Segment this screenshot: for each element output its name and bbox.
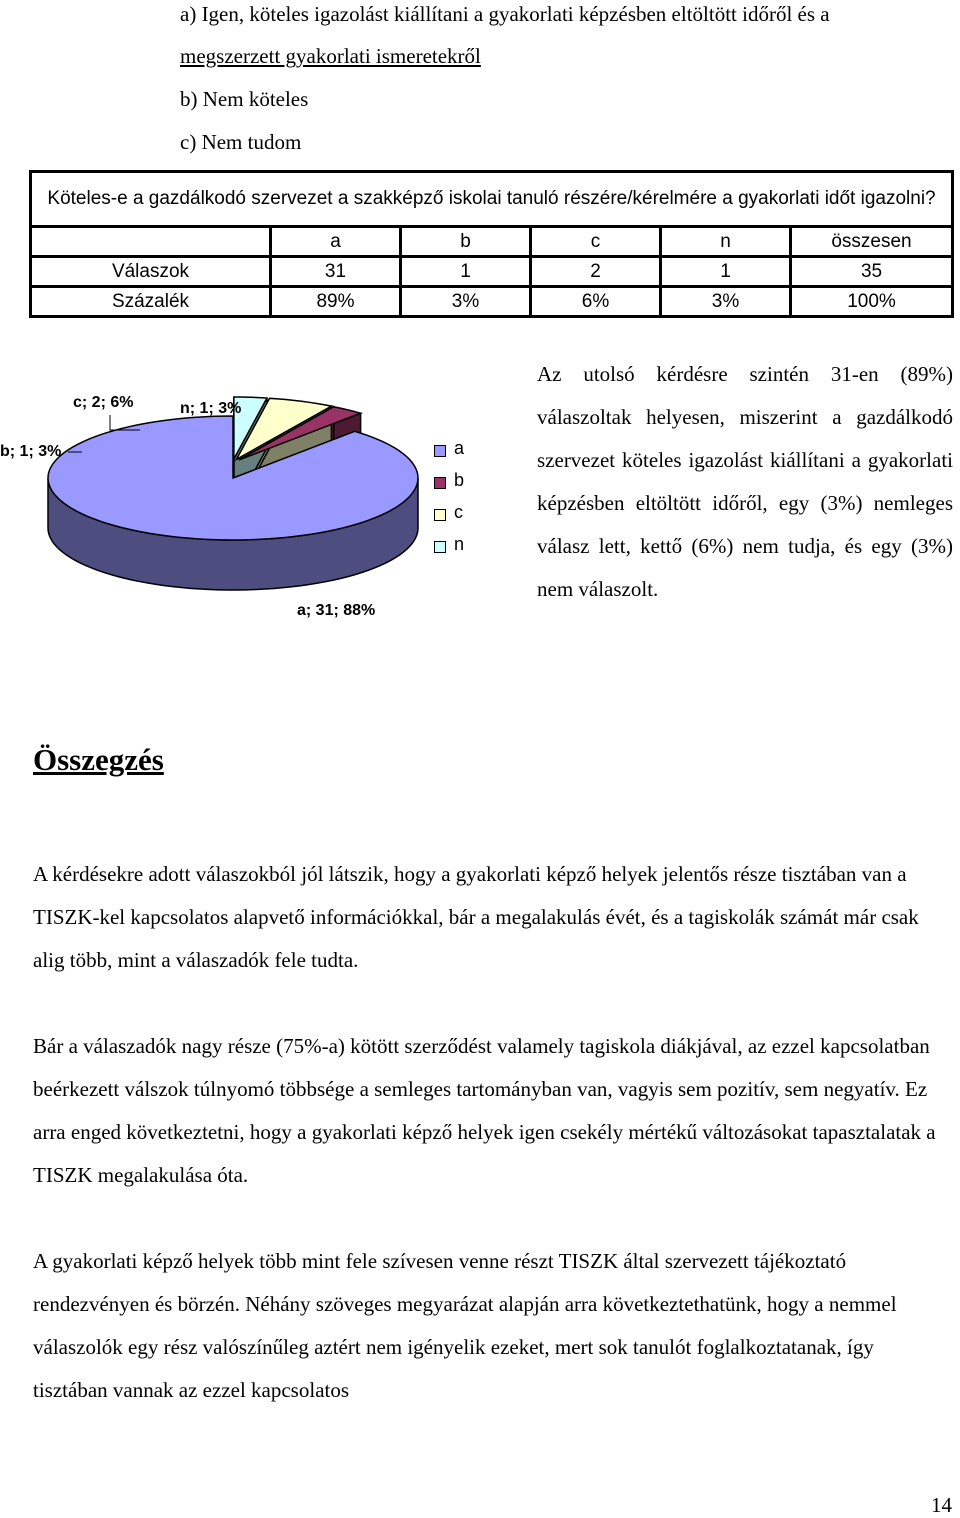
legend-item bbox=[434, 502, 474, 530]
option-b: b) Nem köteles bbox=[180, 87, 309, 111]
option-a-line2: megszerzett gyakorlati ismeretekről bbox=[180, 44, 481, 68]
row-label: Százalék bbox=[31, 287, 271, 317]
legend-label: b bbox=[454, 470, 465, 490]
pie-label-n: n; 1; 3% bbox=[180, 400, 242, 417]
header-cell: összesen bbox=[791, 227, 953, 257]
legend-label: c bbox=[454, 502, 463, 522]
header-cell: a bbox=[271, 227, 401, 257]
header-cell bbox=[31, 227, 271, 257]
table-cell: 31 bbox=[271, 257, 401, 287]
legend-swatch-a bbox=[434, 445, 446, 457]
header-cell: n bbox=[661, 227, 791, 257]
legend-swatch-n bbox=[434, 541, 446, 553]
pie-label-c: c; 2; 6% bbox=[73, 394, 134, 411]
table-cell: 100% bbox=[791, 287, 953, 317]
table-row bbox=[31, 257, 953, 287]
pie-label-a: a; 31; 88% bbox=[297, 602, 376, 619]
table-row bbox=[31, 287, 953, 317]
survey-table bbox=[29, 170, 954, 318]
option-a-line1: a) Igen, köteles igazolást kiállítani a gyakorlati képzésben eltöltött időről és a bbox=[180, 2, 830, 26]
table-header-row bbox=[31, 227, 953, 257]
table-cell: 6% bbox=[531, 287, 661, 317]
table-title: Köteles-e a gazdálkodó szervezet a szakképző iskolai tanuló részére/kérelmére a gyakorlati időt igazolni? bbox=[31, 172, 953, 227]
legend-item bbox=[434, 438, 474, 466]
pie-label-b: b; 1; 3% bbox=[0, 443, 62, 460]
option-c: c) Nem tudom bbox=[180, 130, 302, 154]
summary-paragraph: A kérdésekre adott válaszokból jól látszik, hogy a gyakorlati képző helyek jelentős része tisztában van a TISZK-kel kapcsolatos alapvető információkkal, bár a megalakulás évét, és a tagiskolák számát már csak alig több, mint a válaszadók fele tudta. bbox=[33, 862, 919, 972]
legend-item bbox=[434, 470, 474, 498]
table-cell: 2 bbox=[531, 257, 661, 287]
header-cell: c bbox=[531, 227, 661, 257]
section-heading: Összegzés bbox=[33, 742, 164, 777]
legend-swatch-c bbox=[434, 509, 446, 521]
legend-swatch-b bbox=[434, 477, 446, 489]
row-label: Válaszok bbox=[31, 257, 271, 287]
table-cell: 1 bbox=[661, 257, 791, 287]
header-cell: b bbox=[401, 227, 531, 257]
legend-label: a bbox=[454, 438, 465, 458]
page-number: 14 bbox=[931, 1493, 952, 1517]
table-cell: 89% bbox=[271, 287, 401, 317]
pie-slice-a bbox=[48, 416, 418, 540]
legend-item bbox=[434, 534, 474, 562]
legend-label: n bbox=[454, 534, 465, 554]
chart-description: Az utolsó kérdésre szintén 31-en (89%) válaszoltak helyesen, miszerint a gazdálkodó szervezet köteles igazolást kiállítani a gyakorlati képzésben eltöltött időről, egy (3%) nemleges válasz lett, kettő (6%) nem tudja, és egy (3%) nem válaszolt. bbox=[537, 362, 953, 601]
summary-paragraph: Bár a válaszadók nagy része (75%-a) kötött szerződést valamely tagiskola diákjával, az ezzel kapcsolatban beérkezett válszok túlnyomó többsége a semleges tartományban van, vagyis sem pozitív, sem negyatív. Ez arra enged következtetni, hogy a gyakorlati képző helyek igen csekély mértékű változásokat tapasztalatak a TISZK megalakulása óta. bbox=[33, 1034, 936, 1187]
pie-chart bbox=[0, 360, 420, 650]
table-cell: 1 bbox=[401, 257, 531, 287]
table-cell: 3% bbox=[401, 287, 531, 317]
table-cell: 3% bbox=[661, 287, 791, 317]
summary-paragraph: A gyakorlati képző helyek több mint fele szívesen venne részt TISZK által szervezett tájékoztató rendezvényen és börzén. Néhány szöveges megyarázat alapján arra következtethatünk, hogy a nemmel válaszolók egy rész valószínűleg aztért nem igényelik ezeket, mert sok tanulót foglalkoztatanak, így tisztában vannak az ezzel kapcsolatos bbox=[33, 1249, 897, 1402]
table-cell: 35 bbox=[791, 257, 953, 287]
chart-legend bbox=[430, 430, 470, 560]
